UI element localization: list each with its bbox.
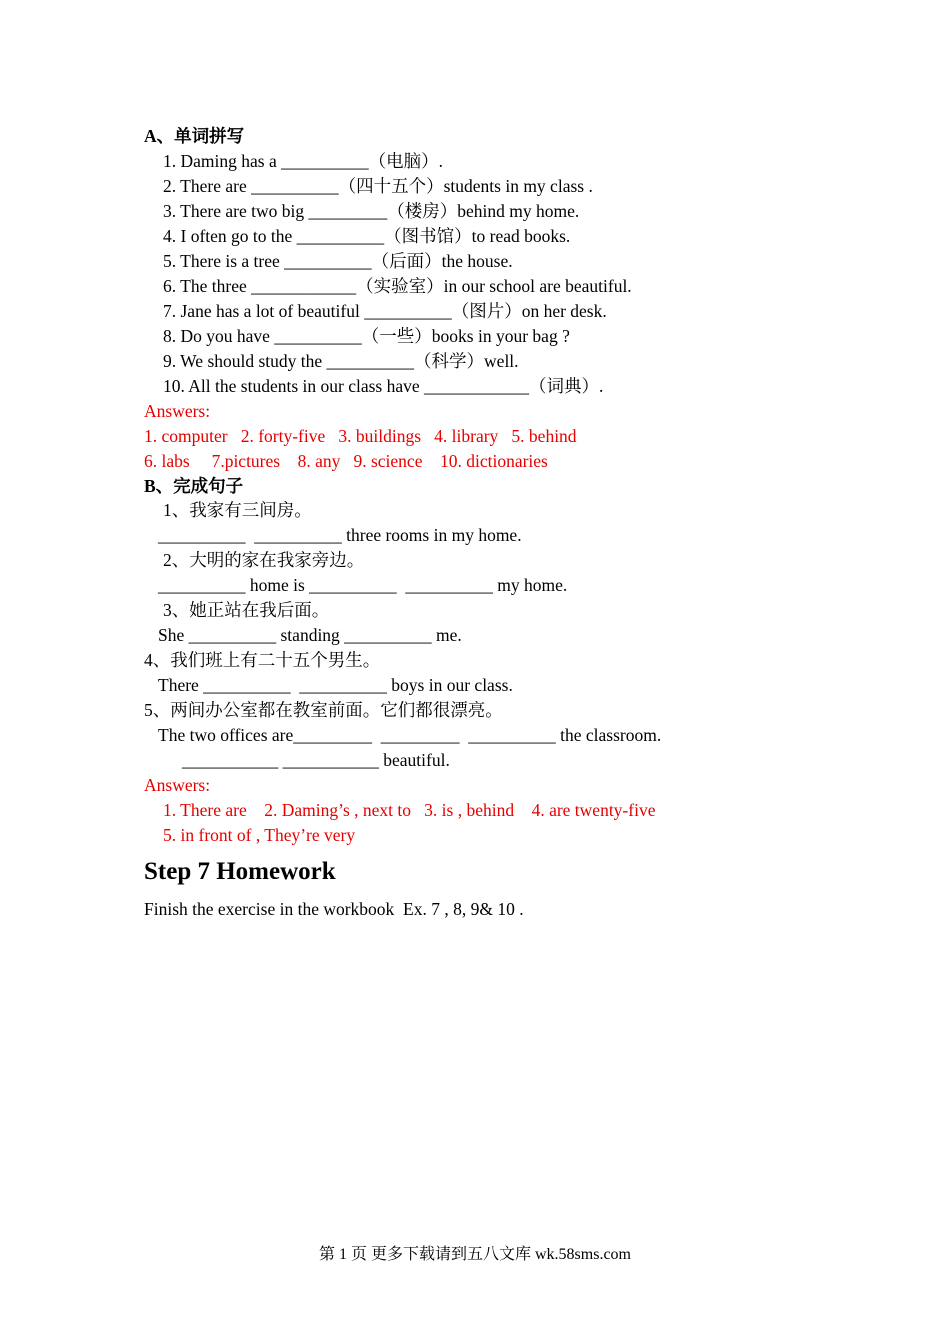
question-item: 3. There are two big _________（楼房）behind my home. <box>163 201 580 221</box>
answer-line: 6. labs 7.pictures 8. any 9. science 10. dictionaries <box>144 451 548 471</box>
page-footer: 第 1 页 更多下载请到五八文库 wk.58sms.com <box>318 1246 631 1263</box>
question-item: 9. We should study the __________（科学）well. <box>163 351 519 371</box>
sentence-blank: __________ __________ three rooms in my home. <box>158 525 522 545</box>
sentence-blank: The two offices are_________ _________ __________ the classroom. <box>158 725 662 745</box>
sentence-prompt: 3、她正站在我后面。 <box>163 600 330 620</box>
section-a-heading: A、单词拼写 <box>144 126 245 146</box>
question-item: 2. There are __________（四十五个）students in my class . <box>163 176 593 196</box>
answer-line: 1. There are 2. Daming’s , next to 3. is , behind 4. are twenty-five <box>163 800 656 820</box>
question-item: 5. There is a tree __________（后面）the house. <box>163 251 513 271</box>
sentence-prompt: 2、大明的家在我家旁边。 <box>163 550 365 570</box>
question-item: 4. I often go to the __________（图书馆）to read books. <box>163 226 571 246</box>
question-item: 7. Jane has a lot of beautiful __________（图片）on her desk. <box>163 301 607 321</box>
sentence-prompt: 1、我家有三间房。 <box>163 500 312 520</box>
answer-line: 1. computer 2. forty-five 3. buildings 4. library 5. behind <box>144 426 577 446</box>
answers-label: Answers: <box>144 401 211 421</box>
sentence-blank: __________ home is __________ __________ my home. <box>158 575 568 595</box>
homework-text: Finish the exercise in the workbook Ex. 7 , 8, 9& 10 . <box>144 899 524 919</box>
homework-title: Step 7 Homework <box>144 858 336 885</box>
question-item: 1. Daming has a __________（电脑）. <box>163 151 443 171</box>
sentence-blank: She __________ standing __________ me. <box>158 625 462 645</box>
answers-label: Answers: <box>144 775 211 795</box>
sentence-blank: ___________ ___________ beautiful. <box>182 750 450 770</box>
sentence-blank: There __________ __________ boys in our class. <box>158 675 513 695</box>
question-item: 10. All the students in our class have ____________（词典）. <box>163 376 604 396</box>
question-item: 8. Do you have __________（一些）books in your bag ? <box>163 326 570 346</box>
section-b-heading: B、完成句子 <box>144 476 244 496</box>
sentence-prompt: 4、我们班上有二十五个男生。 <box>144 650 381 670</box>
answer-line: 5. in front of , They’re very <box>163 825 356 845</box>
sentence-prompt: 5、两间办公室都在教室前面。它们都很漂亮。 <box>144 700 503 720</box>
question-item: 6. The three ____________（实验室）in our school are beautiful. <box>163 276 632 296</box>
